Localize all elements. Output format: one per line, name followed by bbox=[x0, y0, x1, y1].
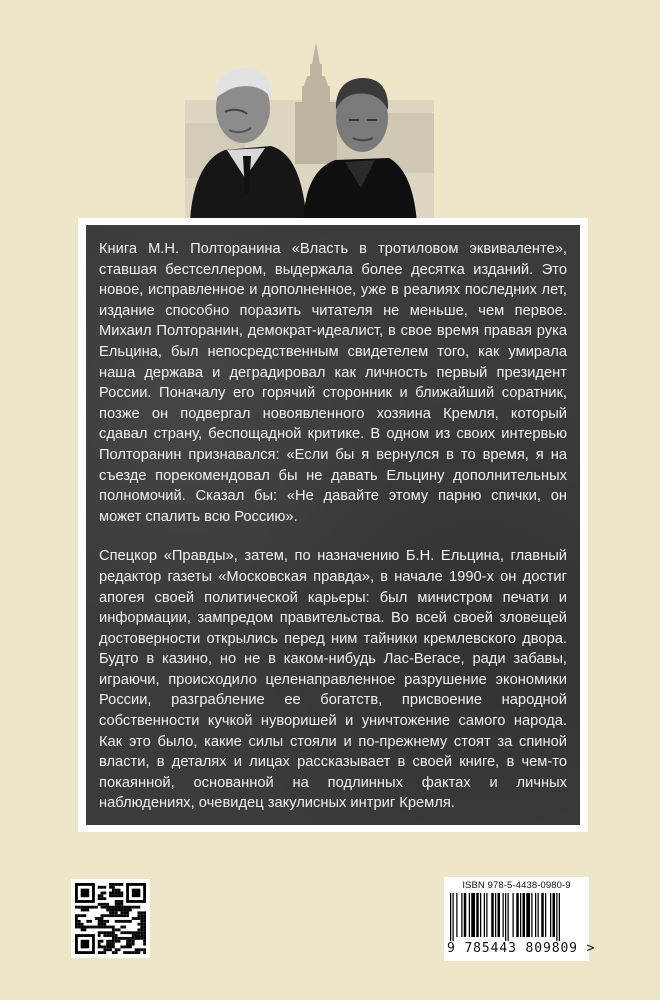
isbn-number: ISBN 978-5-4438-0980-9 bbox=[462, 880, 571, 891]
cover-photo bbox=[185, 28, 434, 224]
description-text-block bbox=[86, 225, 580, 825]
barcode-digits: 9 785443 809809 > bbox=[447, 941, 596, 956]
qr-code bbox=[71, 879, 150, 958]
description-paragraph-2: Спецкор «Правды», затем, по назначению Б.Н. Ельцина, главный редактор газеты «Московская правда», в начале 1990-х он достиг апогея своей политической карьеры: был министром печати и информации, зампредом правительства. Во всей своей зловещей достоверности открылись перед ним тайники кремлевского двора. Будто в казино, но не в каком-нибудь Лас-Вегасе, ради забавы, играючи, происходило целенаправленное разрушение экономики России, разграбление ее богатств, присвоение народной собственности кучкой нуворишей и уничтожение самого народа. Как это было, какие силы стояли и по-прежнему стоят за спиной власти, в деталях и лицах рассказывает в своей книге, в чем-то покаянной, основанной на подлинных фактах и личных наблюдениях, очевидец закулисных интриг Кремля. bbox=[99, 548, 567, 812]
description-paragraph-1: Книга М.Н. Полторанина «Власть в тротиловом эквиваленте», ставшая бестселлером, выдержала более десятка изданий. Это новое, исправленное и дополненное, уже в реалиях последних лет, издание способно поразить читателя не меньше, чем первое. Михаил Полторанин, демократ-идеалист, в свое время правая рука Ельцина, был непосредственным свидетелем того, как умирала наша держава и деградировал как личность первый президент России. Поначалу его горячий сторонник и ближайший соратник, позже он подвергал новоявленного хозяина Кремля, который сдавал страну, беспощадной критике. В одном из своих интервью Полторанин признавался: «Если бы я вернулся в то время, я на съезде порекомендовал бы не давать Ельцину дополнительных полномочий. Сказал бы: «Не давайте этому парню спички, он может спалить всю Россию». bbox=[99, 241, 567, 525]
isbn-barcode bbox=[444, 877, 596, 961]
barcode-bars-icon bbox=[450, 893, 583, 941]
cover-photo-image bbox=[185, 28, 434, 224]
qr-code-icon bbox=[75, 883, 146, 954]
description-panel bbox=[78, 218, 588, 832]
